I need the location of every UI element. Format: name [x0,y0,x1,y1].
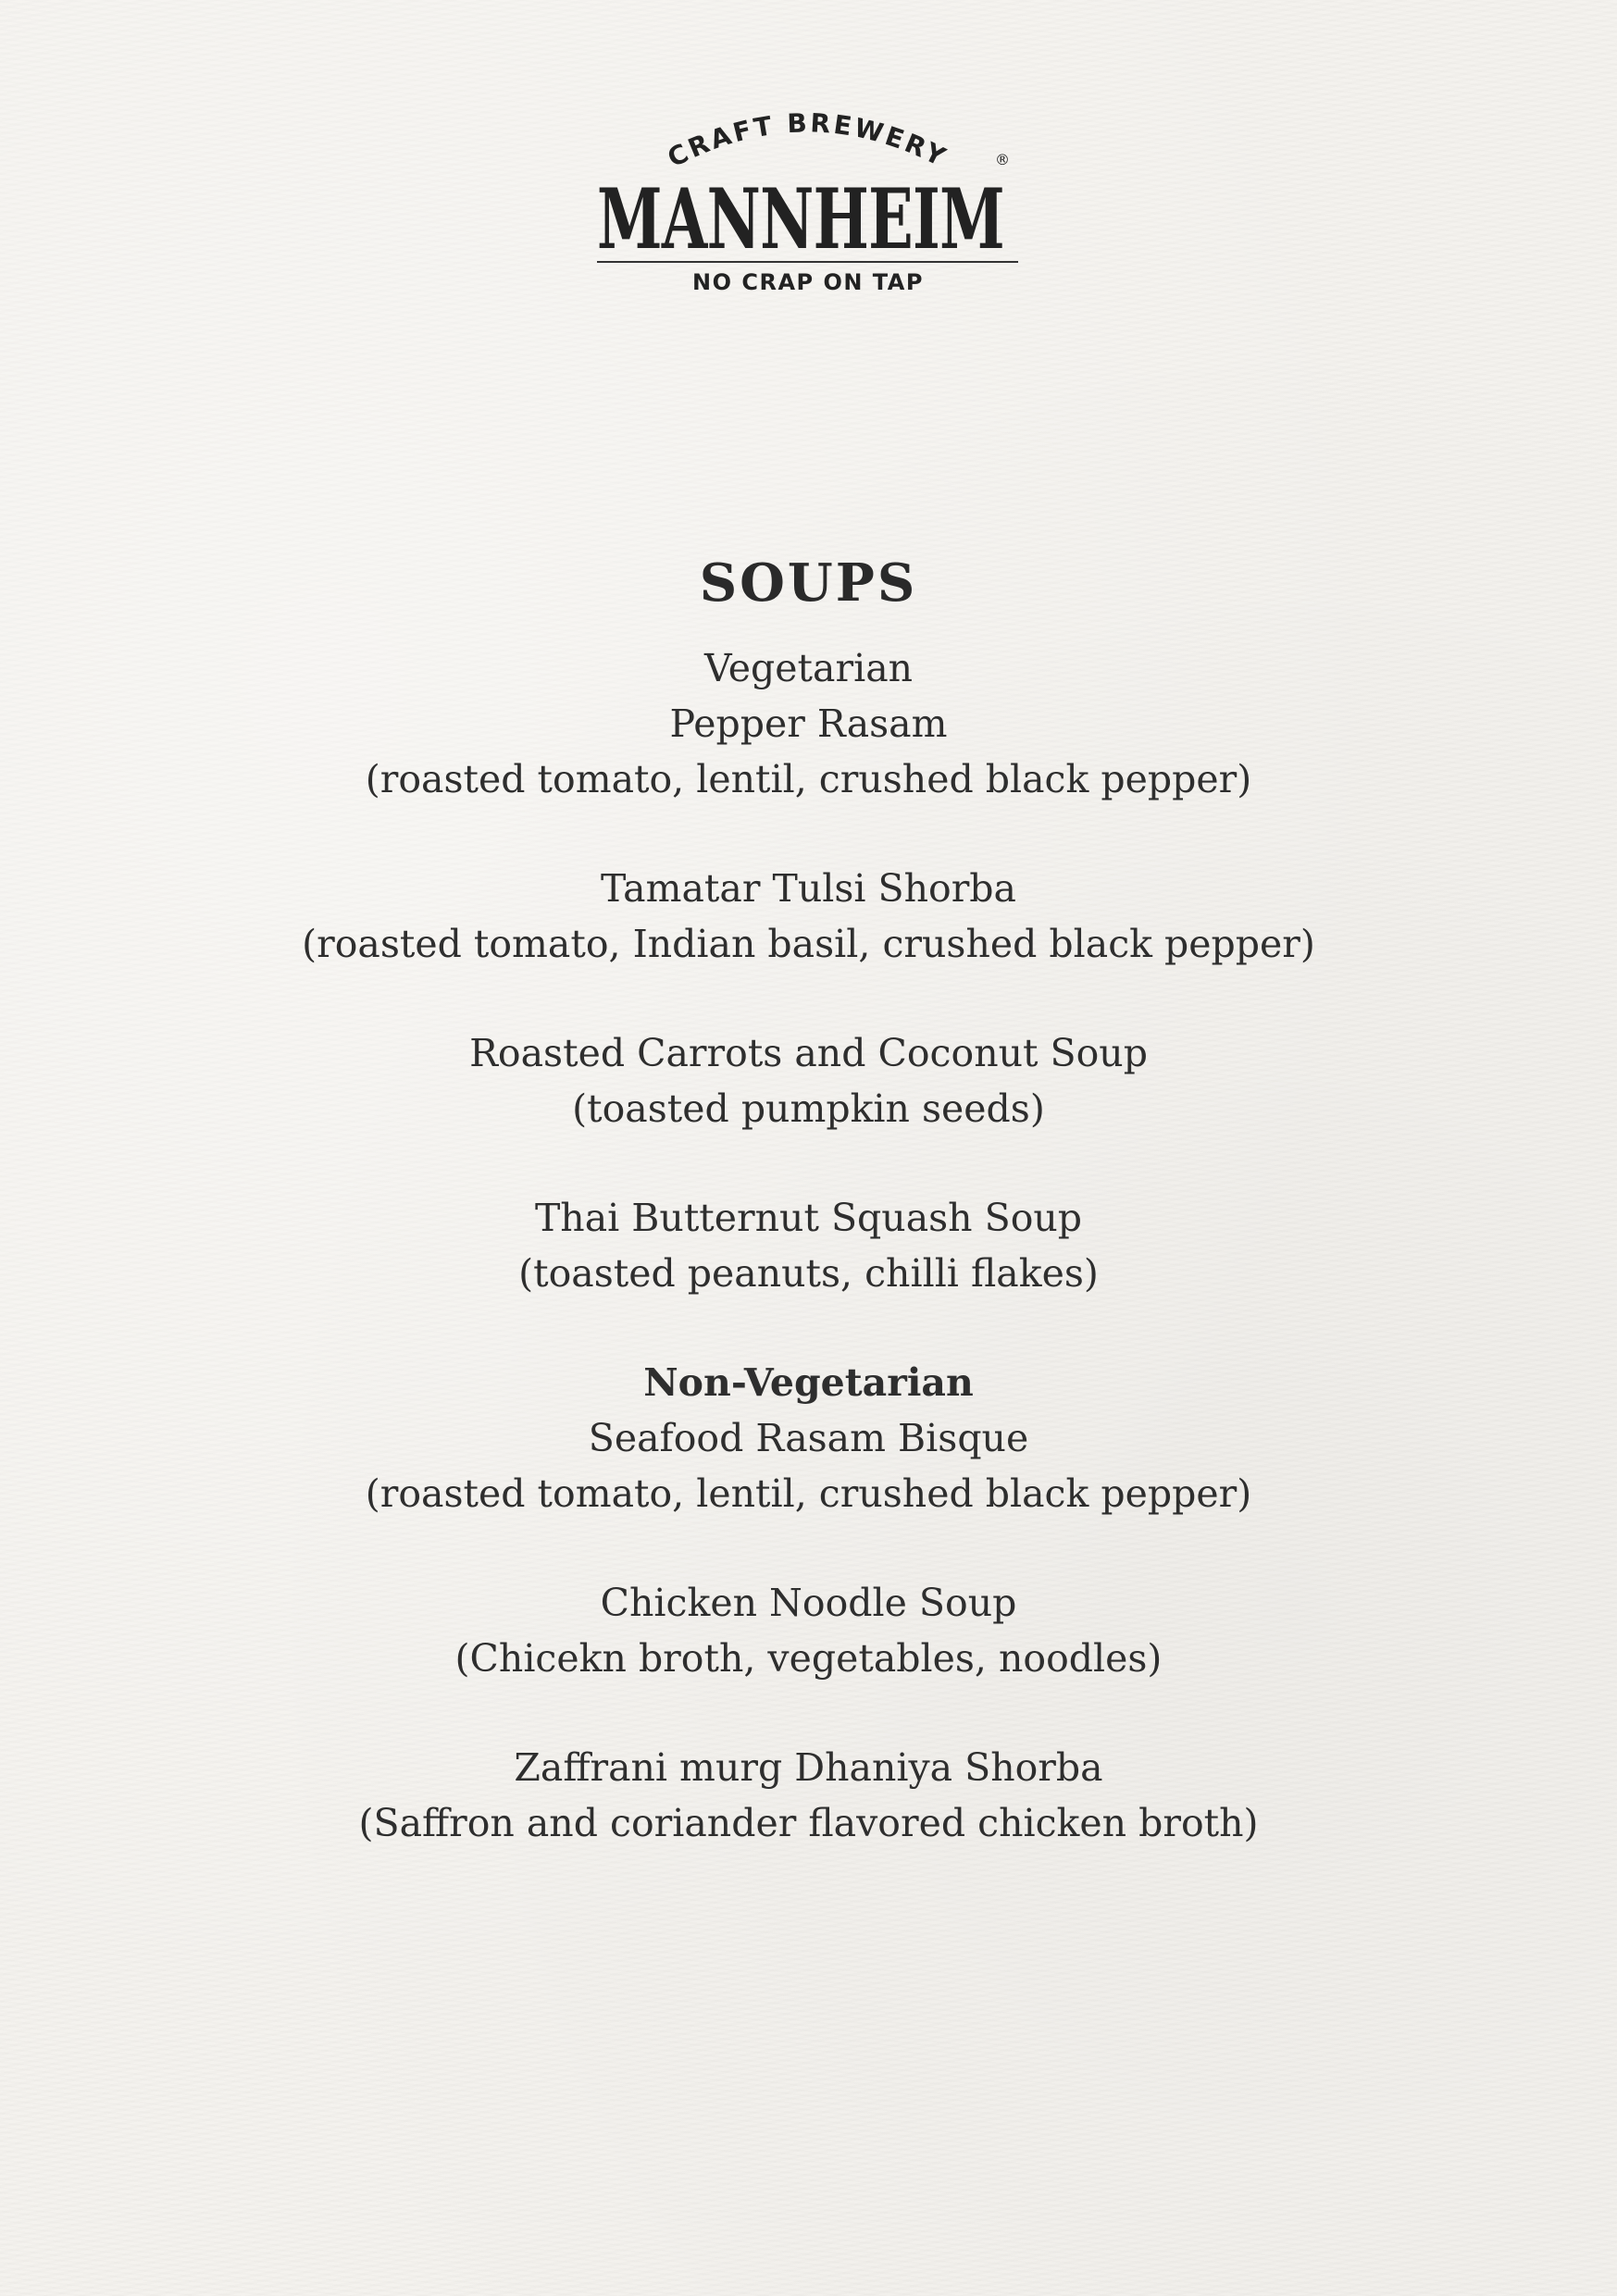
item-description: (Chicekn broth, vegetables, noodles) [454,1636,1163,1681]
item-description: (Saffron and coriander flavored chicken broth) [358,1801,1259,1845]
item-name: Tamatar Tulsi Shorba [601,866,1016,911]
item-description: (roasted tomato, lentil, crushed black pepper) [365,1471,1252,1516]
menu-group-vegetarian [0,640,1617,1301]
item-description: (roasted tomato, lentil, crushed black pepper) [365,757,1252,801]
menu-item [0,1025,1617,1136]
menu-item [0,861,1617,972]
item-name: Chicken Noodle Soup [600,1581,1017,1625]
category-label: Vegetarian [703,646,914,690]
item-description: (toasted peanuts, chilli flakes) [518,1251,1099,1296]
logo-name: MANNHEIM [597,170,1004,268]
menu-item [0,1740,1617,1851]
menu-item [0,696,1617,807]
menu-item [0,1190,1617,1301]
menu-title: SOUPS [699,552,918,614]
logo-tagline: NO CRAP ON TAP [692,269,924,295]
item-name: Zaffrani murg Dhaniya Shorba [514,1745,1103,1790]
menu-item [0,1575,1617,1686]
logo-registered-mark: ® [995,151,1010,168]
item-description: (roasted tomato, Indian basil, crushed black pepper) [302,922,1315,966]
item-name: Seafood Rasam Bisque [588,1416,1029,1460]
item-description: (toasted pumpkin seeds) [572,1086,1045,1131]
logo-arc-text: CRAFT BREWERY [662,107,953,174]
brand-logo [597,102,1018,301]
menu-group-non-vegetarian [0,1355,1617,1851]
brand-logo-graphic [597,102,1018,301]
item-name: Thai Butternut Squash Soup [534,1196,1083,1240]
item-name: Roasted Carrots and Coconut Soup [469,1031,1148,1075]
menu-item [0,1410,1617,1521]
soup-menu [0,546,1617,1905]
category-label: Non-Vegetarian [643,1360,974,1405]
item-name: Pepper Rasam [669,701,948,746]
